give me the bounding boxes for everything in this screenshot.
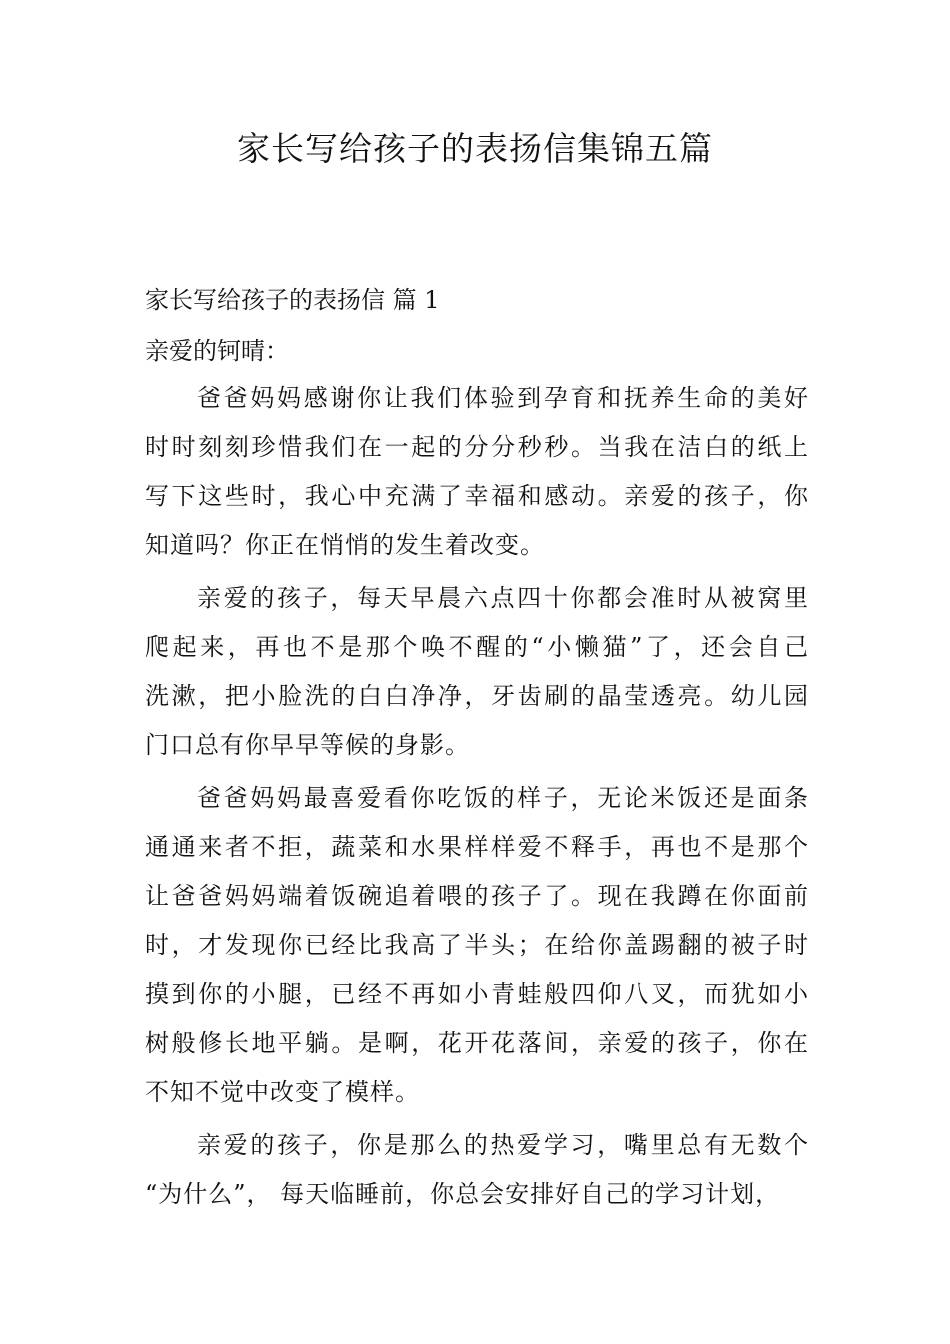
text-line: 时时刻刻珍惜我们在一起的分分秒秒。当我在洁白的纸上	[145, 433, 809, 461]
text-line: 让爸爸妈妈端着饭碗追着喂的孩子了。现在我蹲在你面前	[145, 882, 809, 910]
text-line: 时，才发现你已经比我高了半头；在给你盖踢翻的被子时	[145, 931, 809, 959]
document-title: 家长写给孩子的表扬信集锦五篇	[237, 129, 713, 168]
text-line: 树般修长地平躺。是啊，花开花落间，亲爱的孩子，你在	[145, 1029, 809, 1057]
text-line: 洗漱，把小脸洗的白白净净，牙齿刷的晶莹透亮。幼儿园	[145, 682, 809, 710]
section-heading: 家长写给孩子的表扬信 篇 1	[145, 286, 440, 314]
text-line: 不知不觉中改变了模样。	[145, 1078, 420, 1106]
text-line: 亲爱的孩子，你是那么的热爱学习，嘴里总有无数个	[197, 1131, 809, 1159]
text-line: 知道吗？你正在悄悄的发生着改变。	[145, 531, 545, 559]
text-line: “为什么”， 每天临睡前，你总会安排好自己的学习计划，	[145, 1180, 781, 1208]
text-line: 爬起来，再也不是那个唤不醒的“小懒猫”了，还会自己	[145, 633, 809, 661]
text-line: 写下这些时，我心中充满了幸福和感动。亲爱的孩子，你	[145, 482, 809, 510]
text-line: 通通来者不拒，蔬菜和水果样样爱不释手，再也不是那个	[145, 833, 809, 861]
text-line: 爸爸妈妈感谢你让我们体验到孕育和抚养生命的美好	[197, 384, 809, 412]
text-line: 摸到你的小腿，已经不再如小青蛙般四仰八叉，而犹如小	[145, 980, 809, 1008]
text-line: 门口总有你早早等候的身影。	[145, 731, 470, 759]
salutation: 亲爱的钶晴：	[145, 337, 289, 365]
text-line: 爸爸妈妈最喜爱看你吃饭的样子，无论米饭还是面条	[197, 784, 809, 812]
text-line: 亲爱的孩子，每天早晨六点四十你都会准时从被窝里	[197, 584, 809, 612]
